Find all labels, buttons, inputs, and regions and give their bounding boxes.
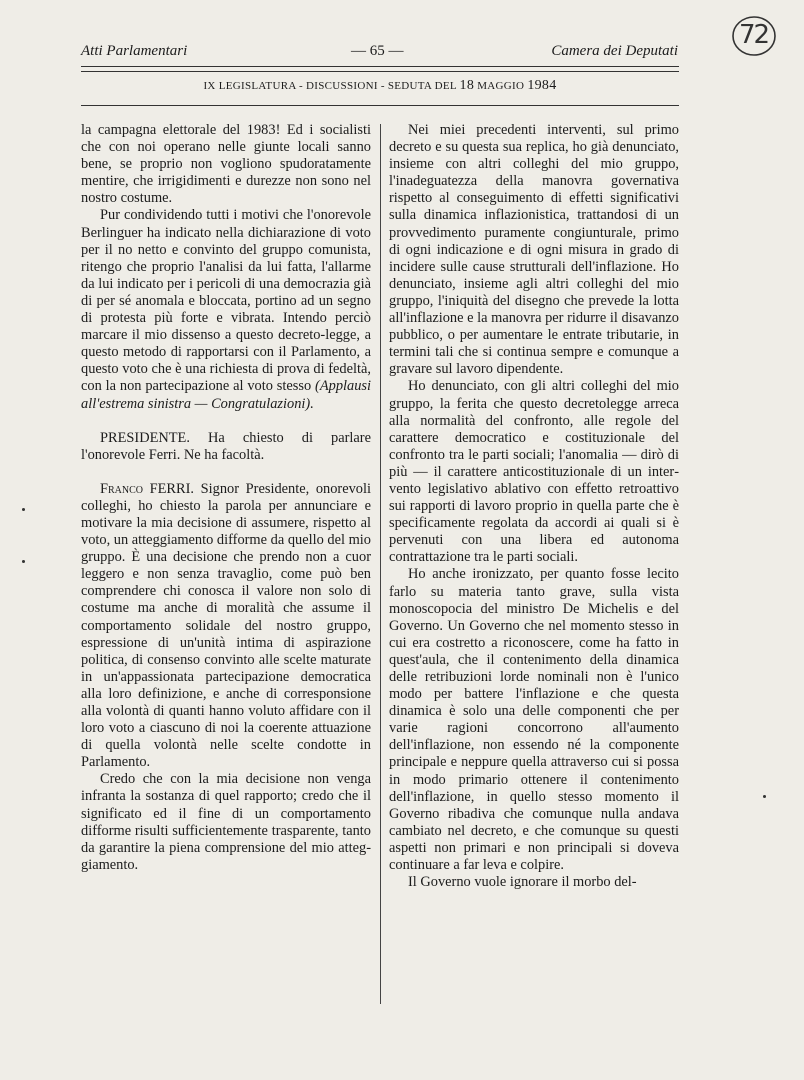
speaker-first-name: Franco	[100, 480, 144, 497]
header-right: Camera dei Deputati	[551, 43, 678, 59]
subheader-day: 18	[459, 78, 475, 93]
header-left: Atti Parlamentari	[81, 43, 188, 59]
applause-note: (Applausi all'estrema sinistra — Congratulazioni).	[81, 378, 372, 412]
right-paragraph-2: Ho denunciato, con gli altri colleghi del mio gruppo, la ferita che questo decretolegge arreca alla normalità del confronto, alle regole del carattere democratico e costituzionale del confronto tra le parti sociali; l'anomalia — dirò di più — il carattere anticostituzionale di un intervento legislativo ablativo con effetto retroattivo sui rapporti di lavoro proprio in quella parte che è specificamente regolata da accordi ai quali si è pervenuti con una libera ed autonoma contrattazione tra le parti sociali.	[389, 378, 679, 566]
left-paragraph-5: Credo che con la mia decisione non venga infranta la sostanza di quel rapporto; credo che il significato ed il fine di un comportamento difforme risulti sufficientemente trasparente, tanto da garantire la piena comprensione del mio atteggiamento.	[81, 771, 371, 873]
header-double-rule	[81, 66, 679, 72]
ferri-speech-text: Signor Presidente, onorevoli colleghi, ho chiesto la parola per annunciare e motivare la mia decisione di assumere, rispetto al voto, un atteggiamento difforme da quello del mio gruppo. È una decisione che prendo non a cuor leggero e non senza travaglio, come può ben comprendere chi conosca il valore non solo di costume ma anche di moralità che assume il comportamento solidale del nostro gruppo, espressione di un'unità intima di aspirazione politica, di consenso convinto alle scelte maturate in un'appassionata partecipazione democratica alla loro definizione, e anche di corresponsione alla volontà di quanti hanno voluto affidare con il loro voto a ciascuno di noi la coerente attuazione di quella volontà nelle scelte condotte in Parlamento.	[81, 480, 371, 771]
left-paragraph-1: la campagna elettorale del 1983! Ed i socialisti che con noi operano nelle giunte locali sanno bene, se proprio non vogliono spudoratamente mentire, che irrigidimenti e durezze non sono nel nostro costume.	[81, 122, 371, 207]
margin-mark	[763, 795, 766, 798]
header-single-rule	[81, 105, 679, 106]
president-paragraph	[81, 430, 371, 464]
left-column	[81, 122, 371, 874]
subheader-prefix: IX LEGISLATURA - DISCUSSIONI - SEDUTA DEL	[203, 80, 457, 92]
annotation-text: 72	[739, 20, 769, 50]
subheader-month: MAGGIO	[477, 80, 525, 92]
margin-mark	[22, 560, 25, 563]
ferri-speech-paragraph	[81, 481, 371, 772]
margin-mark	[22, 508, 25, 511]
right-paragraph-4: Il Governo vuole ignorare il morbo del-	[408, 874, 637, 891]
left-paragraph-2	[81, 207, 371, 412]
president-text: PRESIDENTE. Ha chiesto di parlare l'onorevole Ferri. Ne ha facoltà.	[81, 429, 371, 463]
left-paragraph-2-text: Pur condividendo tutti i motivi che l'onorevole Berlinguer ha indicato nella dichiarazione di voto per il no netto e convinto del gruppo comunista, ritengo che proprio l'analisi da lui fatta, l'allarme da lui indicato per i pericoli di una democrazia già di per sé anomala e bloccata, portino ad un segno di protesta più forte e vibrata. Intendo perciò marcare il mio dissenso a questo decreto-legge, a questo metodo di rapportarsi con il Parlamento, a questo voto che è una richiesta di prova di fedeltà, con la non partecipazione al voto stesso	[81, 207, 371, 395]
session-subheader	[81, 78, 679, 94]
subheader-year: 1984	[527, 78, 557, 93]
right-paragraph-3: Ho anche ironizzato, per quanto fosse lecito farlo su materia tanto grave, sulla vista monoscopocia del ministro De Michelis e del Governo. Un Governo che nel momento stesso in cui era costretto a riconoscere, come ha fatto in quest'aula, che il contenimento della dinamica delle retribuzioni lorde nominali non è l'unico modo per battere l'inflazione e che questa dinamica è solo una delle componenti che per varie ragioni concorrono all'aumento dell'inflazione, non essendo né la componente principale e neppure quella attraverso cui si possa in modo primario ottenere il contenimento dell'inflazione, in quello stesso momento il Governo ribadiva che comunque nulla andava cambiato nel decreto, e che comunque su questi aspetti non primari e non principali si doveva continuare a far leva e colpire.	[389, 566, 679, 874]
page-number: — 65 —	[351, 43, 404, 59]
speaker-last-name: FERRI.	[149, 480, 195, 497]
right-paragraph-1: Nei miei precedenti interventi, sul primo decreto e su questa sua replica, ho già denunciato, insieme con altri colleghi del mio gruppo, l'inadeguatezza della manovra governativa rispetto al conseguimento di effetti significativi sulla dinamica inflazionistica, trattandosi di un provvedimento puramente congiunturale, primo di ogni indicazione e di ogni misura in grado di incidere sulle cause strutturali dell'inflazione. Ho denunciato, insieme agli altri colleghi del mio gruppo, l'iniquità del disegno che prevede la lotta all'inflazione e la manovra per ridurre il disavanzo pubblico, o per aumentare le entrate tributarie, in termini tali che si continua sempre e comunque a gravare sul lavoro dipendente.	[389, 122, 679, 378]
column-divider	[380, 124, 381, 1004]
handwritten-page-annotation	[730, 14, 780, 58]
right-column	[389, 122, 679, 891]
